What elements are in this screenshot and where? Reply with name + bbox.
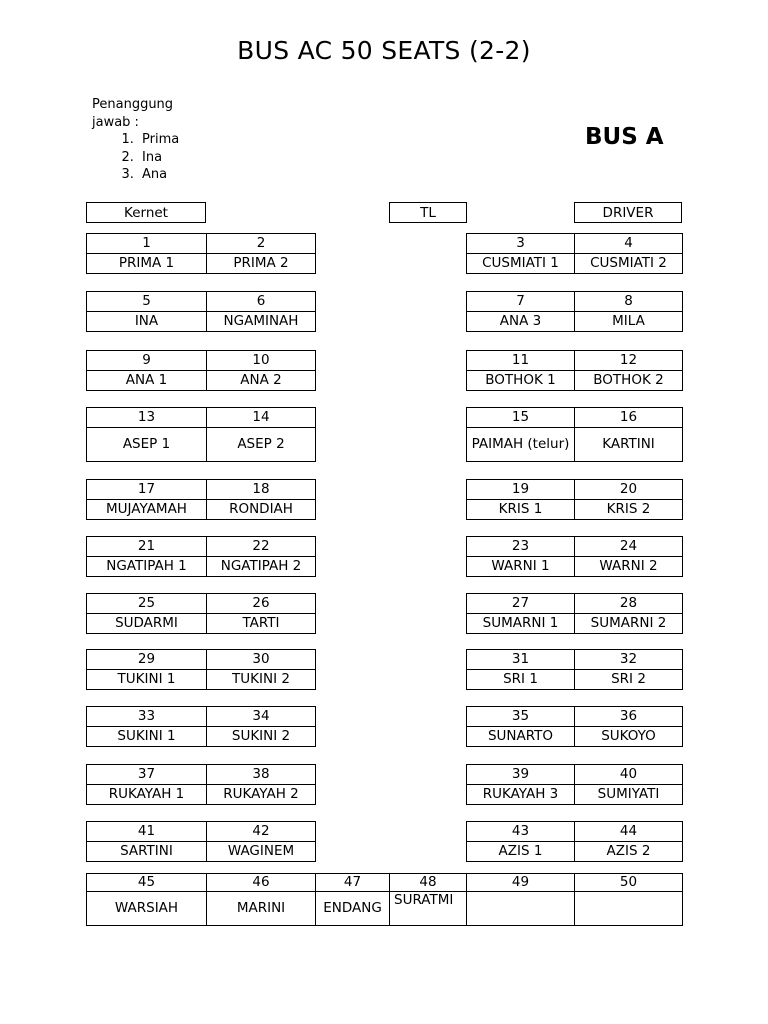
seat-number: 3 <box>466 233 575 254</box>
seat-number: 32 <box>574 649 683 670</box>
seat-number: 14 <box>206 407 316 428</box>
seat-name: AZIS 1 <box>466 841 575 862</box>
seat-name: RUKAYAH 2 <box>206 784 316 805</box>
seat-name: KRIS 2 <box>574 499 683 520</box>
seat-name: CUSMIATI 1 <box>466 253 575 274</box>
seat-number: 48 <box>389 873 467 892</box>
seat-name: ASEP 2 <box>206 427 316 462</box>
seat-number: 12 <box>574 350 683 371</box>
seat-number: 7 <box>466 291 575 312</box>
seat-number: 35 <box>466 706 575 727</box>
seat-name: SUNARTO <box>466 726 575 747</box>
seat-number: 43 <box>466 821 575 842</box>
seat-name: RONDIAH <box>206 499 316 520</box>
seat-number: 47 <box>315 873 390 892</box>
seat-number: 1 <box>86 233 207 254</box>
seat-number: 16 <box>574 407 683 428</box>
seat-name: WARNI 1 <box>466 556 575 577</box>
seat-name: SURATMI <box>389 891 467 926</box>
seat-name: SRI 1 <box>466 669 575 690</box>
seat-number: 30 <box>206 649 316 670</box>
responsible-person: 2. Ina <box>138 149 179 167</box>
kernet-box: Kernet <box>86 202 206 223</box>
seat-name: KARTINI <box>574 427 683 462</box>
seat-name: CUSMIATI 2 <box>574 253 683 274</box>
seat-number: 33 <box>86 706 207 727</box>
seat-number: 36 <box>574 706 683 727</box>
seat-number: 27 <box>466 593 575 614</box>
seat-name <box>466 891 575 926</box>
seat-name <box>574 891 683 926</box>
seat-name: NGAMINAH <box>206 311 316 332</box>
seat-number: 45 <box>86 873 207 892</box>
seat-number: 26 <box>206 593 316 614</box>
seat-name: ASEP 1 <box>86 427 207 462</box>
seat-number: 6 <box>206 291 316 312</box>
responsible-label-line1: Penanggung <box>92 97 174 112</box>
seat-number: 40 <box>574 764 683 785</box>
seat-number: 34 <box>206 706 316 727</box>
bus-name: BUS A <box>585 124 664 150</box>
seat-number: 9 <box>86 350 207 371</box>
seat-name: SUMARNI 2 <box>574 613 683 634</box>
seat-number: 15 <box>466 407 575 428</box>
seat-name: AZIS 2 <box>574 841 683 862</box>
seat-name: PAIMAH (telur) <box>466 427 575 462</box>
seat-number: 24 <box>574 536 683 557</box>
seat-name: WARNI 2 <box>574 556 683 577</box>
seat-number: 44 <box>574 821 683 842</box>
seat-name: WARSIAH <box>86 891 207 926</box>
responsible-person: 3. Ana <box>138 166 179 184</box>
seat-name: SRI 2 <box>574 669 683 690</box>
seat-name: BOTHOK 1 <box>466 370 575 391</box>
seat-name: SUKINI 2 <box>206 726 316 747</box>
seat-name: ANA 2 <box>206 370 316 391</box>
seat-number: 13 <box>86 407 207 428</box>
seat-number: 49 <box>466 873 575 892</box>
seat-name: INA <box>86 311 207 332</box>
seat-number: 2 <box>206 233 316 254</box>
seat-number: 31 <box>466 649 575 670</box>
seat-number: 18 <box>206 479 316 500</box>
seat-name: ENDANG <box>315 891 390 926</box>
page-title: BUS AC 50 SEATS (2-2) <box>237 36 531 65</box>
seat-name: SUMARNI 1 <box>466 613 575 634</box>
tl-box: TL <box>389 202 467 223</box>
seat-number: 50 <box>574 873 683 892</box>
seat-name: MILA <box>574 311 683 332</box>
seat-name: TARTI <box>206 613 316 634</box>
seat-name: ANA 3 <box>466 311 575 332</box>
seat-name: NGATIPAH 2 <box>206 556 316 577</box>
seat-number: 23 <box>466 536 575 557</box>
seat-number: 5 <box>86 291 207 312</box>
responsible-label-line2: jawab : <box>92 114 139 130</box>
seat-number: 42 <box>206 821 316 842</box>
seat-name: BOTHOK 2 <box>574 370 683 391</box>
seat-name: TUKINI 1 <box>86 669 207 690</box>
seat-number: 11 <box>466 350 575 371</box>
seat-name: WAGINEM <box>206 841 316 862</box>
seat-number: 37 <box>86 764 207 785</box>
seat-name: NGATIPAH 1 <box>86 556 207 577</box>
seat-name: TUKINI 2 <box>206 669 316 690</box>
seat-number: 21 <box>86 536 207 557</box>
seat-name: MUJAYAMAH <box>86 499 207 520</box>
seat-name: SUMIYATI <box>574 784 683 805</box>
seat-number: 8 <box>574 291 683 312</box>
responsible-person: 1. Prima <box>138 131 179 149</box>
seat-name: SARTINI <box>86 841 207 862</box>
seat-name: PRIMA 1 <box>86 253 207 274</box>
seat-name: PRIMA 2 <box>206 253 316 274</box>
seat-number: 22 <box>206 536 316 557</box>
seat-name: SUKOYO <box>574 726 683 747</box>
seat-number: 19 <box>466 479 575 500</box>
seat-number: 38 <box>206 764 316 785</box>
seat-name: ANA 1 <box>86 370 207 391</box>
seat-number: 29 <box>86 649 207 670</box>
seat-number: 20 <box>574 479 683 500</box>
driver-box: DRIVER <box>574 202 682 223</box>
seat-number: 4 <box>574 233 683 254</box>
seat-number: 41 <box>86 821 207 842</box>
seat-name: MARINI <box>206 891 316 926</box>
seat-number: 17 <box>86 479 207 500</box>
seat-number: 39 <box>466 764 575 785</box>
seat-number: 28 <box>574 593 683 614</box>
seat-name: RUKAYAH 1 <box>86 784 207 805</box>
seat-number: 10 <box>206 350 316 371</box>
seat-name: KRIS 1 <box>466 499 575 520</box>
seat-number: 25 <box>86 593 207 614</box>
seat-number: 46 <box>206 873 316 892</box>
seat-name: SUDARMI <box>86 613 207 634</box>
seat-name: SUKINI 1 <box>86 726 207 747</box>
seat-name: RUKAYAH 3 <box>466 784 575 805</box>
